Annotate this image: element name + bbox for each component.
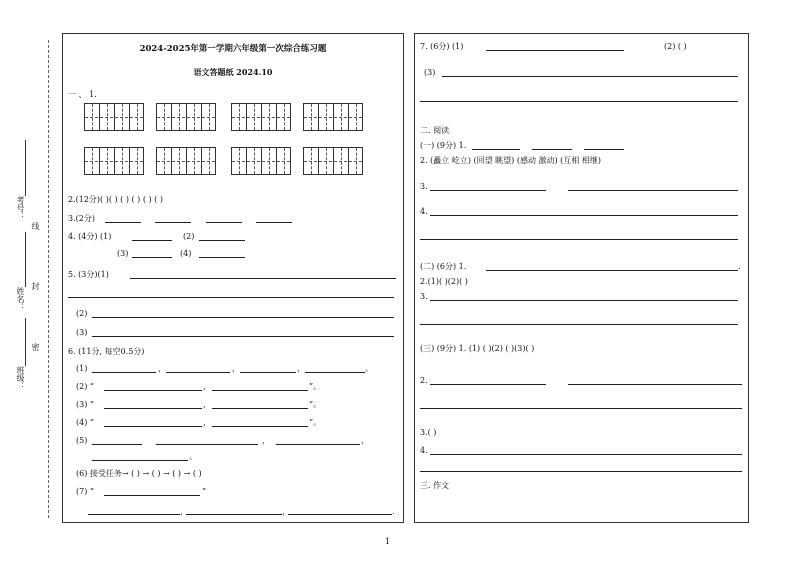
- reading-2-label: (二) (6分) 1.: [420, 262, 467, 271]
- q7-blank-3b[interactable]: [420, 101, 738, 102]
- q7-3-label: (3): [424, 68, 436, 77]
- q6-2-blank-2[interactable]: [212, 390, 308, 391]
- q6-1-blank-4[interactable]: [305, 372, 365, 373]
- reading-2-q2[interactable]: 2.(1)( )(2)( ): [420, 277, 468, 286]
- q4-4-label: (4): [180, 249, 192, 258]
- reading-3-q3[interactable]: 3.( ): [420, 428, 437, 437]
- r1-q4-blank-2[interactable]: [420, 239, 738, 240]
- character-grid-6[interactable]: [156, 147, 216, 175]
- q6-2-label: (2) “: [76, 382, 94, 391]
- q6-4-blank-1[interactable]: [104, 426, 202, 427]
- page-title: 2024-2025年第一学期六年级第一次综合练习题: [139, 44, 327, 54]
- q6-1-comma-2: ，: [232, 364, 240, 373]
- q5-3-label: (3): [76, 328, 88, 337]
- q6-7-dot: .: [392, 507, 395, 516]
- character-grid-3[interactable]: [231, 103, 291, 131]
- q6-4-label: (4) “: [76, 418, 94, 427]
- reading-1-q2[interactable]: 2. (矗立 屹立) (回望 眺望) (感动 激动) (互相 相继): [420, 156, 601, 165]
- q6-6-label[interactable]: (6) 接受任务→ ( ) → ( ) → ( ) → ( ): [76, 469, 202, 478]
- grid-guide-h: [85, 117, 143, 118]
- reading-1-label: (一) (9分) 1.: [420, 141, 467, 150]
- q6-7-blank-2[interactable]: [88, 514, 180, 515]
- q7-blank-3[interactable]: [442, 76, 738, 77]
- q6-5-comma-1: ，: [262, 436, 270, 445]
- q6-4-blank-2[interactable]: [212, 426, 308, 427]
- grid-guide-h: [232, 117, 290, 118]
- q6-7-blank-3[interactable]: [186, 514, 282, 515]
- r3-q4-blank-1[interactable]: [430, 454, 742, 455]
- character-grid-2[interactable]: [156, 103, 216, 131]
- q6-7-comma-2: ，: [282, 507, 290, 516]
- binding-banji: 班级：: [16, 366, 25, 390]
- r2-end-dot: .: [738, 262, 741, 271]
- q5-2-label: (2): [76, 309, 88, 318]
- q6-3-blank-2[interactable]: [212, 408, 308, 409]
- r1-blank-3[interactable]: [584, 149, 624, 150]
- q1-label: 一 、 1.: [68, 90, 97, 99]
- q6-1-blank-2[interactable]: [166, 372, 230, 373]
- binding-xing: 线: [31, 222, 40, 230]
- q3-blank-3[interactable]: [206, 222, 242, 223]
- q6-5-blank-4[interactable]: [92, 460, 188, 461]
- q6-2-comma: ，: [203, 382, 211, 391]
- q4-blank-2[interactable]: [199, 240, 245, 241]
- r3-q2-blank-2[interactable]: [568, 384, 742, 385]
- grid-guide-h: [304, 161, 362, 162]
- q6-7-comma-1: ，: [180, 507, 188, 516]
- q5-blank-1b[interactable]: [68, 297, 394, 298]
- q2-label[interactable]: 2.(12分)( )( ) ( ) ( ) ( ) ( ): [68, 195, 163, 204]
- section-reading: 二. 阅读: [420, 126, 450, 135]
- q6-3-label: (3) “: [76, 400, 94, 409]
- q4-blank-4[interactable]: [199, 257, 245, 258]
- q7-2-label[interactable]: (2) ( ): [664, 42, 687, 51]
- character-grid-4[interactable]: [303, 103, 363, 131]
- page-subtitle: 语文答题纸 2024.10: [193, 67, 273, 77]
- q4-3-label: (3): [117, 249, 129, 258]
- page-number: 1: [385, 537, 391, 546]
- r2-q3-blank-1[interactable]: [430, 300, 738, 301]
- r1-blank-1[interactable]: [472, 149, 520, 150]
- q6-5-comma-2: ，: [361, 436, 369, 445]
- reading-3-label[interactable]: (三) (9分) 1. (1) ( )(2) ( )(3)( ): [420, 344, 535, 353]
- reading-3-q2-label: 2.: [420, 376, 428, 385]
- binding-kaohao-line: [25, 140, 26, 196]
- q4-label: 4. (4分) (1): [68, 232, 112, 241]
- q6-2-end: ”。: [309, 382, 322, 391]
- character-grid-5[interactable]: [84, 147, 144, 175]
- r1-q3-blank-1[interactable]: [430, 190, 546, 191]
- q4-blank-1[interactable]: [132, 240, 172, 241]
- binding-xingming: 姓名：: [16, 287, 25, 311]
- binding-xingming-line: [25, 232, 26, 287]
- q6-3-blank-1[interactable]: [104, 408, 202, 409]
- binding-kaohao: 考号：: [16, 196, 25, 220]
- r3-q4-blank-2[interactable]: [420, 471, 742, 472]
- q6-5-period: 。: [189, 452, 197, 461]
- q6-4-comma: ，: [203, 418, 211, 427]
- q6-5-label: (5): [76, 436, 88, 445]
- q6-7-blank-4[interactable]: [288, 514, 392, 515]
- q6-1-label: (1): [76, 364, 88, 373]
- q6-7-label: (7) “: [76, 487, 94, 496]
- binding-dashed-line: [48, 40, 49, 518]
- character-grid-8[interactable]: [303, 147, 363, 175]
- q5-blank-3[interactable]: [92, 336, 394, 337]
- grid-guide-h: [157, 117, 215, 118]
- r2-blank-1[interactable]: [486, 270, 738, 271]
- q4-2-label: (2): [183, 232, 195, 241]
- r3-q2-blank-3[interactable]: [420, 408, 742, 409]
- q7-label: 7. (6分) (1): [420, 42, 464, 51]
- q4-blank-3[interactable]: [132, 257, 172, 258]
- binding-mi: 密: [31, 343, 40, 351]
- q6-5-blank-3[interactable]: [276, 444, 360, 445]
- q6-1-blank-1[interactable]: [92, 372, 156, 373]
- q6-7-blank-1[interactable]: [104, 495, 200, 496]
- q3-blank-2[interactable]: [155, 222, 191, 223]
- q6-5-blank-2[interactable]: [156, 444, 258, 445]
- q5-blank-1[interactable]: [130, 278, 396, 279]
- q6-3-comma: ，: [203, 400, 211, 409]
- binding-feng: 封: [31, 282, 40, 290]
- grid-guide-h: [232, 161, 290, 162]
- r2-q3-blank-2[interactable]: [420, 324, 738, 325]
- section-composition: 三. 作文: [420, 481, 450, 490]
- reading-2-q3-label: 3.: [420, 292, 428, 301]
- character-grid-1[interactable]: [84, 103, 144, 131]
- q6-4-end: ”。: [309, 418, 322, 427]
- grid-guide-h: [85, 161, 143, 162]
- q6-1-period: 。: [365, 364, 373, 373]
- r1-blank-2[interactable]: [532, 149, 572, 150]
- grid-guide-h: [157, 161, 215, 162]
- character-grid-7[interactable]: [231, 147, 291, 175]
- q6-1-comma-1: ，: [158, 364, 166, 373]
- binding-banji-line: [25, 318, 26, 366]
- r3-q2-blank-1[interactable]: [430, 384, 546, 385]
- q6-1-blank-3[interactable]: [240, 372, 296, 373]
- reading-1-q4-label: 4.: [420, 207, 428, 216]
- q6-1-comma-3: ，: [297, 364, 305, 373]
- binding-margin: [0, 0, 60, 561]
- q6-2-blank-1[interactable]: [104, 390, 202, 391]
- reading-3-q4-label: 4.: [420, 446, 428, 455]
- q5-blank-2[interactable]: [92, 317, 394, 318]
- r1-q3-blank-2[interactable]: [568, 190, 738, 191]
- q3-blank-4[interactable]: [256, 222, 292, 223]
- q6-7-quote-close: ”: [202, 487, 207, 496]
- q3-blank-1[interactable]: [105, 222, 141, 223]
- q7-blank-1[interactable]: [486, 50, 624, 51]
- q6-3-end: ”。: [309, 400, 322, 409]
- q5-label: 5. (3分)(1): [68, 270, 109, 279]
- r1-q4-blank-1[interactable]: [430, 215, 738, 216]
- reading-1-q3-label: 3.: [420, 182, 428, 191]
- q6-5-blank-1[interactable]: [92, 444, 142, 445]
- q3-label: 3.(2分): [68, 214, 95, 223]
- grid-guide-h: [304, 117, 362, 118]
- q6-label: 6. (11分, 每空0.5分): [68, 347, 145, 356]
